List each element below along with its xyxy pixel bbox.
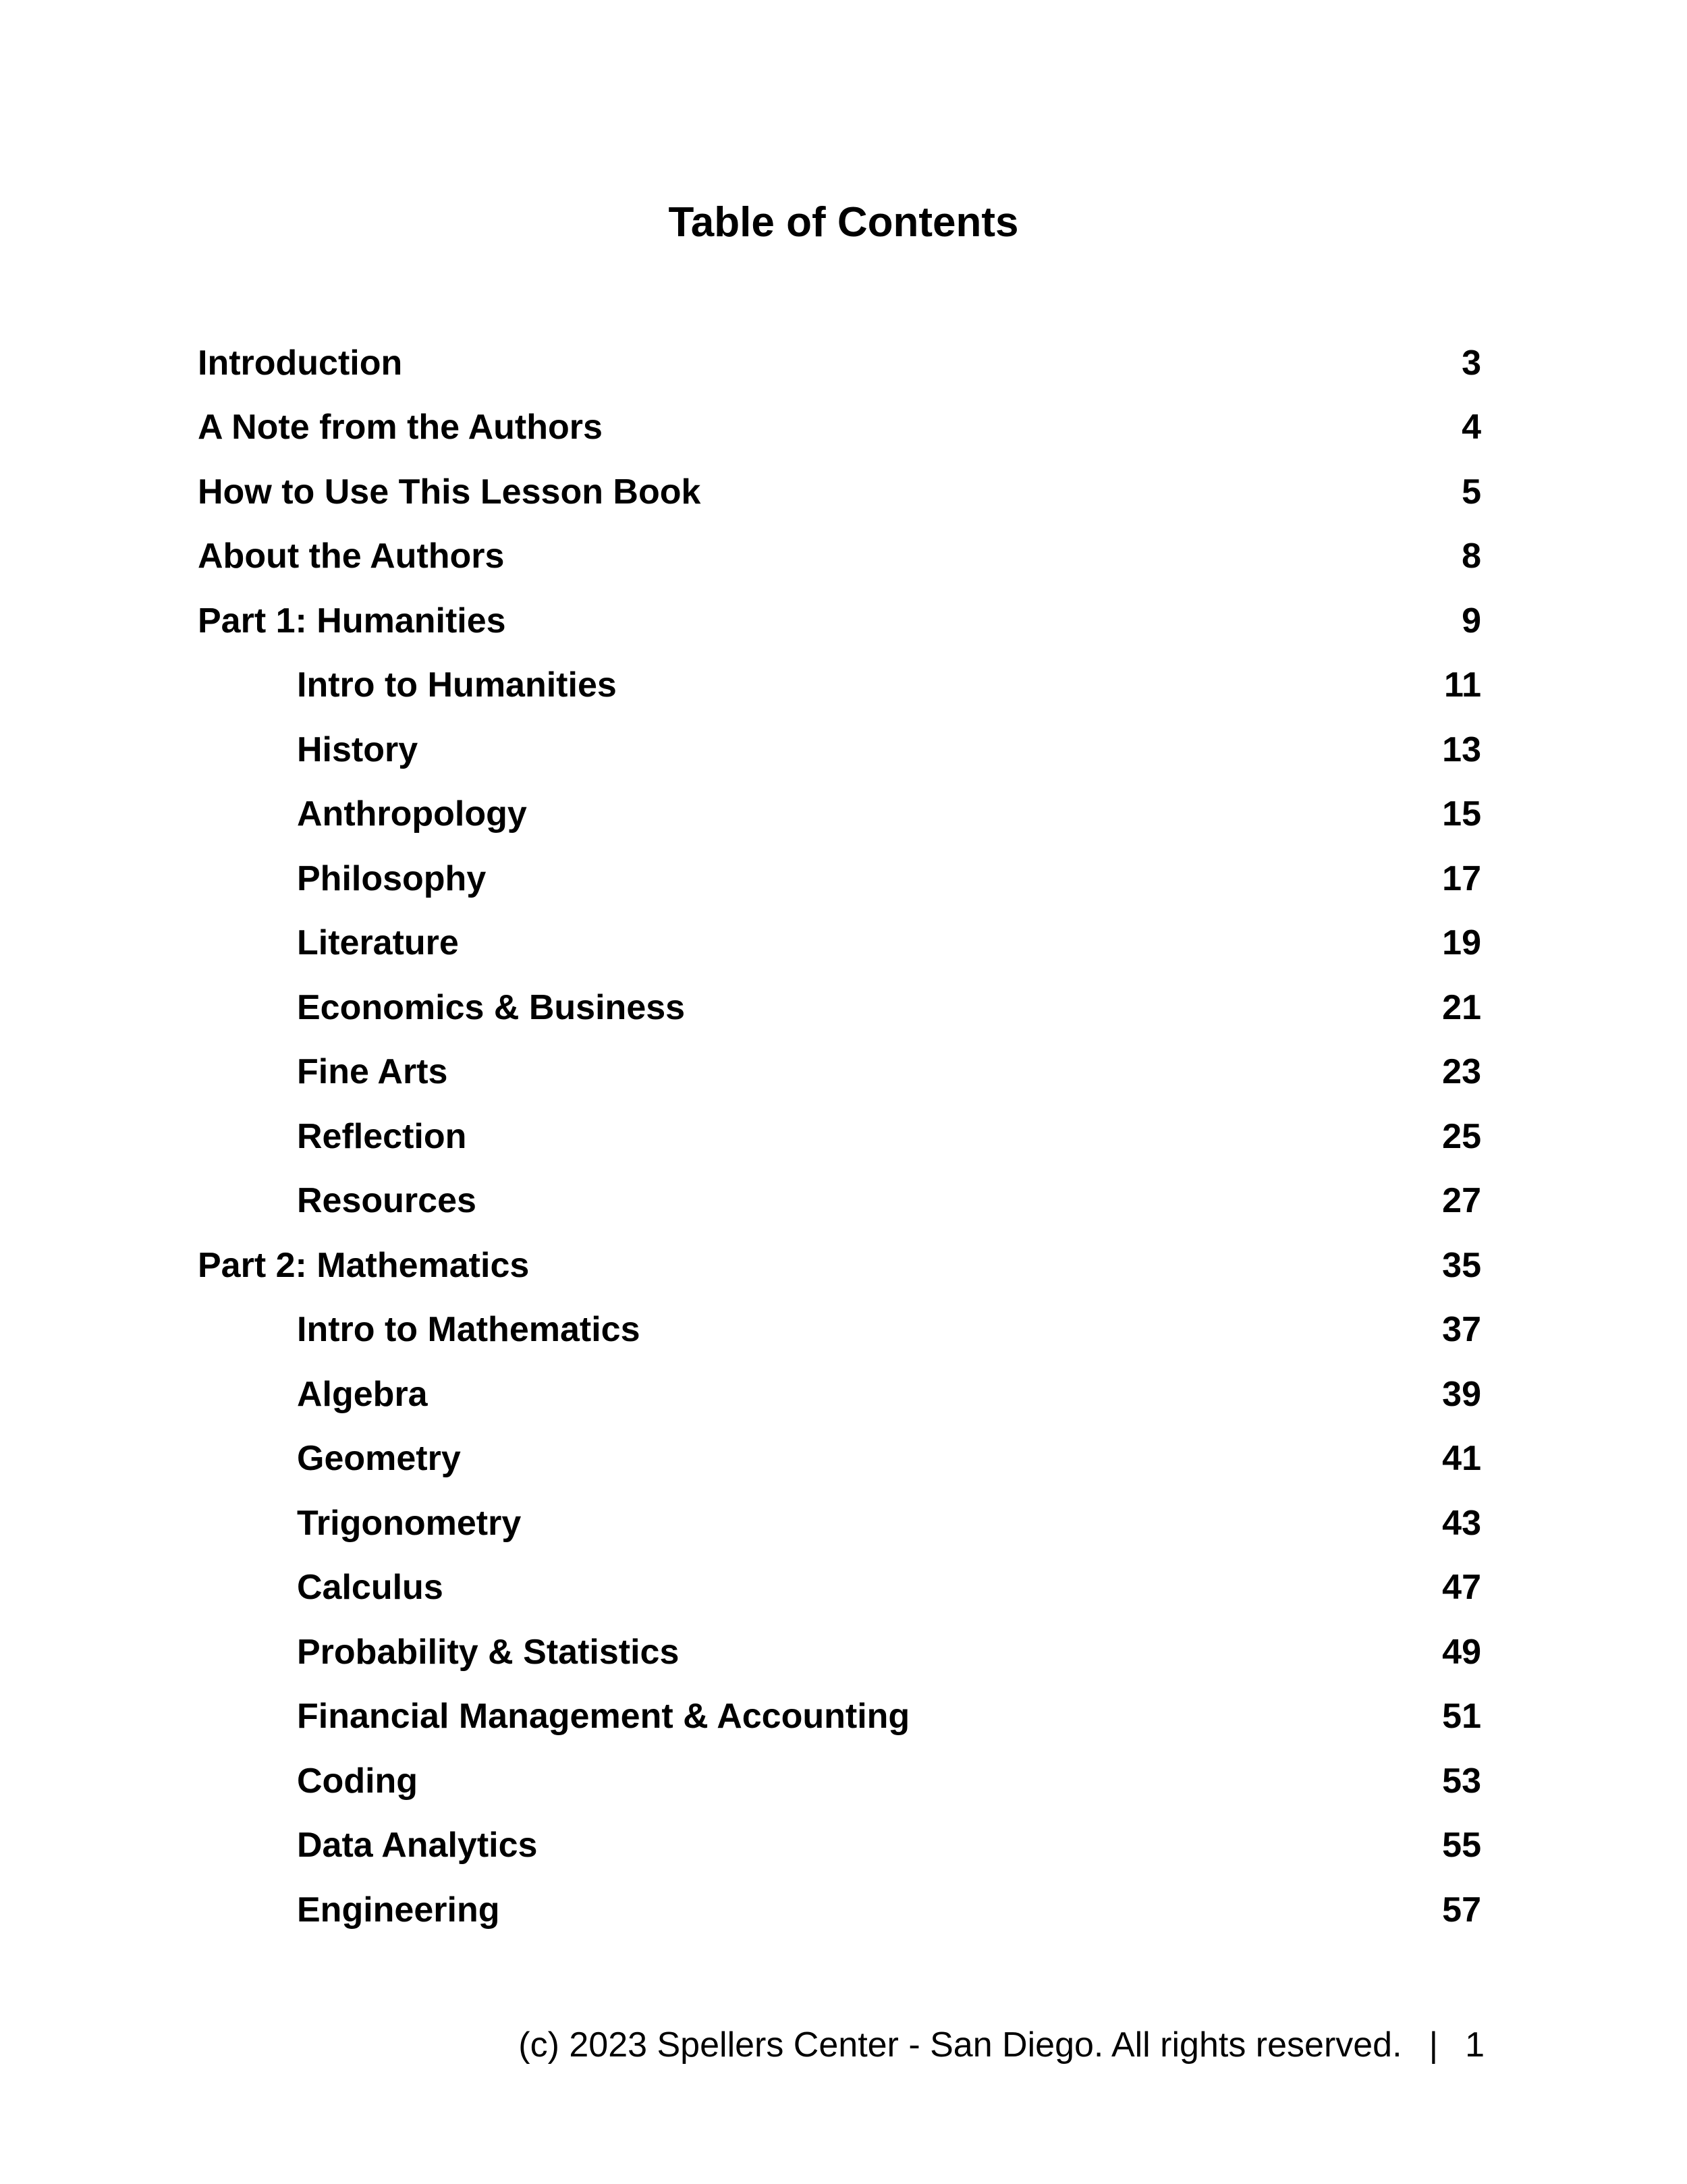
toc-entry[interactable] bbox=[198, 1040, 1481, 1105]
toc-entry[interactable] bbox=[198, 653, 1481, 718]
toc-entry-label[interactable]: Economics & Business bbox=[297, 987, 686, 1027]
toc-entry[interactable] bbox=[198, 846, 1481, 911]
toc-entry-label[interactable]: Intro to Mathematics bbox=[297, 1310, 640, 1350]
toc-entry[interactable] bbox=[198, 1685, 1481, 1749]
toc-entry-page-number: 55 bbox=[1442, 1826, 1481, 1865]
toc-entry-label[interactable]: Calculus bbox=[297, 1568, 443, 1608]
toc-entry-label[interactable]: Algebra bbox=[297, 1374, 428, 1414]
toc-entry-label[interactable]: Part 2: Mathematics bbox=[198, 1245, 530, 1285]
toc-entry[interactable] bbox=[198, 1620, 1481, 1685]
toc-entry[interactable] bbox=[198, 1298, 1481, 1363]
toc-entry-page-number: 15 bbox=[1442, 794, 1481, 834]
toc-entry-label[interactable]: Reflection bbox=[297, 1116, 467, 1156]
toc-entry-page-number: 17 bbox=[1442, 858, 1481, 898]
toc-entry[interactable] bbox=[198, 1749, 1481, 1813]
toc-entry-label[interactable]: Part 1: Humanities bbox=[198, 601, 506, 640]
toc-entry-label[interactable]: Philosophy bbox=[297, 858, 487, 898]
toc-entry[interactable] bbox=[198, 524, 1481, 589]
toc-entry[interactable] bbox=[198, 1169, 1481, 1234]
toc-entry-label[interactable]: Resources bbox=[297, 1181, 476, 1221]
toc-entry[interactable] bbox=[198, 1878, 1481, 1942]
toc-entry-label[interactable]: Coding bbox=[297, 1761, 418, 1801]
toc-entry[interactable] bbox=[198, 589, 1481, 653]
toc-entry-label[interactable]: Probability & Statistics bbox=[297, 1632, 680, 1672]
toc-entry-page-number: 21 bbox=[1442, 987, 1481, 1027]
toc-entry[interactable] bbox=[198, 460, 1481, 524]
toc-entry-page-number: 35 bbox=[1442, 1245, 1481, 1285]
toc-entry[interactable] bbox=[198, 1104, 1481, 1169]
toc-entry-page-number: 19 bbox=[1442, 923, 1481, 963]
toc-entry-page-number: 23 bbox=[1442, 1052, 1481, 1092]
toc-entry-label[interactable]: About the Authors bbox=[198, 537, 505, 576]
toc-entry-page-number: 3 bbox=[1462, 343, 1481, 383]
toc-entry-page-number: 11 bbox=[1444, 665, 1481, 705]
toc-entry[interactable] bbox=[198, 395, 1481, 460]
toc-entry-page-number: 53 bbox=[1442, 1761, 1481, 1801]
toc-entry-label[interactable]: Literature bbox=[297, 923, 459, 963]
toc-entry-label[interactable]: Geometry bbox=[297, 1439, 461, 1479]
toc-entry-page-number: 49 bbox=[1442, 1632, 1481, 1672]
toc-entry-page-number: 39 bbox=[1442, 1374, 1481, 1414]
footer-separator: | bbox=[1429, 2025, 1439, 2065]
toc-entry-label[interactable]: Anthropology bbox=[297, 794, 527, 834]
toc-entry-page-number: 43 bbox=[1442, 1503, 1481, 1543]
page-title: Table of Contents bbox=[668, 199, 1019, 246]
footer-page-number: 1 bbox=[1465, 2025, 1485, 2065]
toc-entry[interactable] bbox=[198, 331, 1481, 395]
toc-entry-page-number: 25 bbox=[1442, 1116, 1481, 1156]
toc-entry-label[interactable]: How to Use This Lesson Book bbox=[198, 472, 701, 512]
toc-entry-page-number: 9 bbox=[1462, 601, 1481, 640]
toc-entry-page-number: 27 bbox=[1442, 1181, 1481, 1221]
toc-entry[interactable] bbox=[198, 717, 1481, 782]
footer-copyright: (c) 2023 Spellers Center - San Diego. All rights reserved. bbox=[518, 2025, 1402, 2065]
toc-entry-label[interactable]: Intro to Humanities bbox=[297, 665, 617, 705]
toc-entry-page-number: 4 bbox=[1462, 408, 1481, 447]
toc-entry-label[interactable]: History bbox=[297, 730, 418, 769]
toc-entry-page-number: 13 bbox=[1442, 730, 1481, 769]
toc-entry-label[interactable]: Fine Arts bbox=[297, 1052, 448, 1092]
toc-entry-page-number: 51 bbox=[1442, 1697, 1481, 1737]
toc-entry-label[interactable]: Trigonometry bbox=[297, 1503, 522, 1543]
toc-entry[interactable] bbox=[198, 1233, 1481, 1298]
toc-entry-page-number: 8 bbox=[1462, 537, 1481, 576]
table-of-contents bbox=[198, 331, 1481, 1942]
toc-entry[interactable] bbox=[198, 1427, 1481, 1492]
toc-entry[interactable] bbox=[198, 1556, 1481, 1620]
toc-entry-label[interactable]: Data Analytics bbox=[297, 1826, 538, 1865]
toc-entry-label[interactable]: A Note from the Authors bbox=[198, 408, 603, 447]
page-footer bbox=[518, 2018, 1485, 2072]
toc-entry[interactable] bbox=[198, 1362, 1481, 1427]
toc-entry-label[interactable]: Financial Management & Accounting bbox=[297, 1697, 910, 1737]
toc-entry-page-number: 37 bbox=[1442, 1310, 1481, 1350]
toc-entry[interactable] bbox=[198, 911, 1481, 976]
toc-entry[interactable] bbox=[198, 782, 1481, 847]
toc-entry-page-number: 57 bbox=[1442, 1890, 1481, 1930]
toc-entry-label[interactable]: Introduction bbox=[198, 343, 403, 383]
toc-entry[interactable] bbox=[198, 975, 1481, 1040]
toc-entry-label[interactable]: Engineering bbox=[297, 1890, 500, 1930]
toc-entry-page-number: 47 bbox=[1442, 1568, 1481, 1608]
toc-entry-page-number: 41 bbox=[1442, 1439, 1481, 1479]
toc-entry[interactable] bbox=[198, 1491, 1481, 1556]
toc-entry-page-number: 5 bbox=[1462, 472, 1481, 512]
toc-entry[interactable] bbox=[198, 1813, 1481, 1878]
